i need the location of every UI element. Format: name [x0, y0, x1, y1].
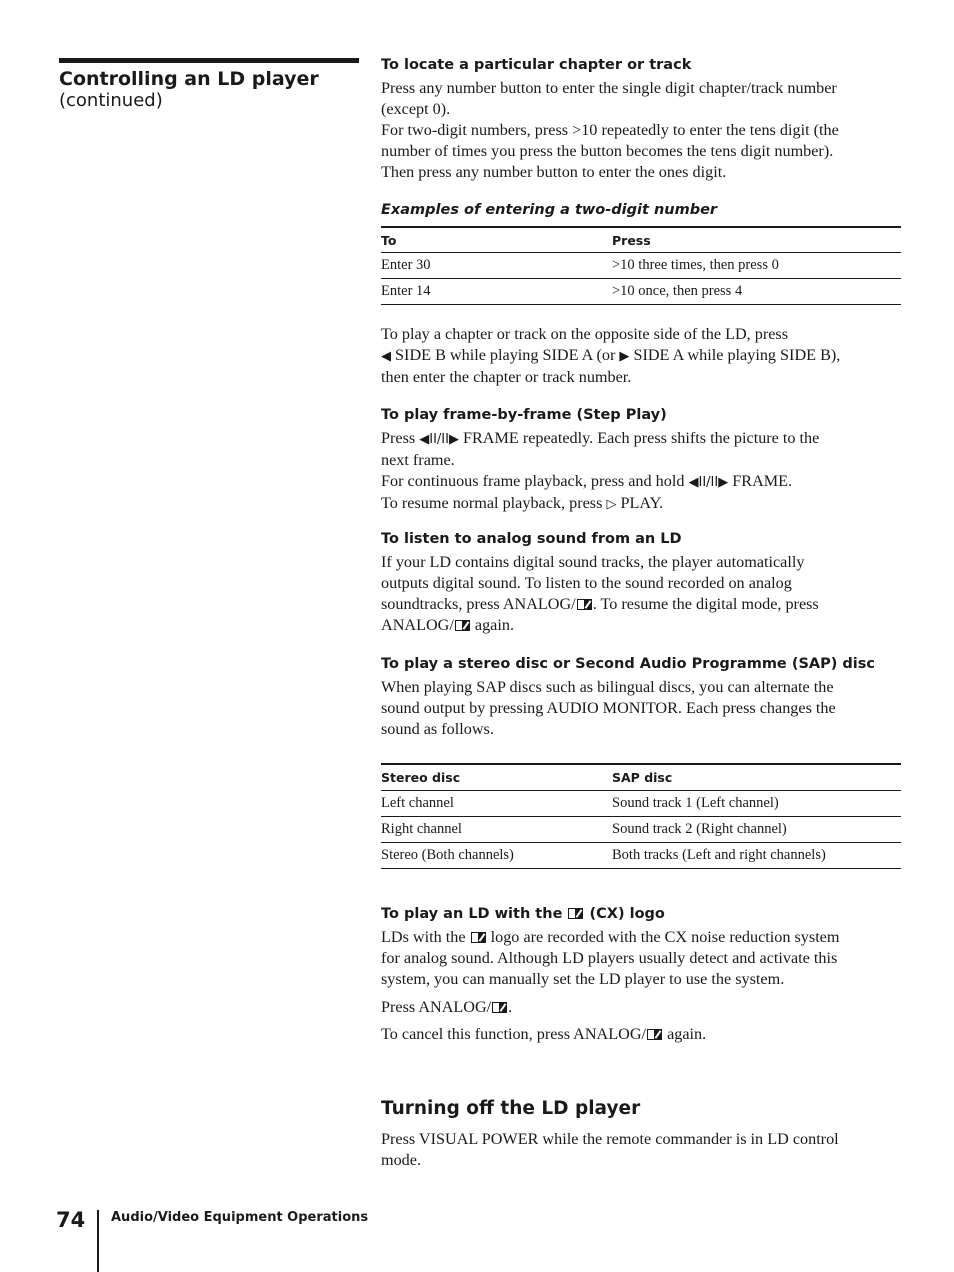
table-header-cell: Press	[612, 232, 651, 248]
cx-logo-icon	[577, 599, 592, 610]
turnoff-heading: Turning off the LD player	[381, 1098, 641, 1119]
step-text: For continuous frame playback, press and hold	[381, 472, 689, 490]
step-line: next frame.	[381, 451, 455, 469]
step-line	[381, 428, 902, 450]
step-text: Press	[381, 429, 420, 447]
two-digit-table	[381, 226, 901, 305]
cx-logo-icon	[568, 908, 583, 919]
sap-heading: To play a stereo disc or Second Audio Programme (SAP) disc	[381, 656, 875, 672]
analog-line: outputs digital sound. To listen to the sound recorded on analog	[381, 574, 792, 592]
cx-text: again.	[663, 1025, 707, 1043]
locate-line: Press any number button to enter the single digit chapter/track number	[381, 79, 837, 97]
analog-line	[381, 594, 902, 615]
side-line: To play a chapter or track on the opposite side of the LD, press	[381, 325, 789, 343]
turnoff-paragraph	[381, 1129, 902, 1171]
footer-divider	[97, 1210, 99, 1272]
table-cell: >10 once, then press 4	[612, 283, 743, 299]
table-header-cell: To	[381, 232, 397, 248]
section-subtitle: (continued)	[59, 90, 163, 111]
analog-line	[381, 615, 902, 636]
table-header-cell: SAP disc	[612, 770, 673, 785]
cx-text: Press ANALOG/	[381, 998, 492, 1016]
table-cell: Left channel	[381, 795, 454, 811]
cx-press-line	[381, 997, 902, 1018]
table-header-cell: Stereo disc	[381, 770, 461, 785]
step-text: To resume normal playback, press	[381, 494, 607, 512]
sap-line: When playing SAP discs such as bilingual discs, you can alternate the	[381, 678, 834, 696]
table-header-row	[381, 764, 901, 791]
cx-cancel-line	[381, 1024, 902, 1045]
analog-paragraph	[381, 552, 902, 636]
table-cell: Stereo (Both channels)	[381, 847, 514, 863]
table-cell: Right channel	[381, 821, 462, 837]
analog-text: ANALOG/	[381, 616, 454, 634]
step-line	[381, 471, 902, 493]
sap-table	[381, 763, 901, 869]
table-row	[381, 791, 901, 817]
cx-text: LDs with the	[381, 928, 470, 946]
table-cell: Sound track 1 (Left channel)	[612, 795, 779, 811]
cx-heading-text: (CX) logo	[584, 906, 665, 922]
section-title: Controlling an LD player	[59, 68, 319, 90]
table-cell: >10 three times, then press 0	[612, 257, 779, 273]
cx-line	[381, 927, 902, 948]
step-line	[381, 493, 902, 515]
table-cell: Both tracks (Left and right channels)	[612, 847, 826, 863]
sap-line: sound as follows.	[381, 720, 494, 738]
footer-label: Audio/Video Equipment Operations	[111, 1210, 369, 1225]
analog-line: If your LD contains digital sound tracks, the player automatically	[381, 553, 805, 571]
table-row	[381, 279, 901, 305]
table-cell: Enter 14	[381, 283, 431, 299]
side-line	[381, 345, 902, 367]
turnoff-line: mode.	[381, 1151, 422, 1169]
locate-line: For two-digit numbers, press >10 repeatedly to enter the tens digit (the	[381, 121, 839, 139]
cx-text: To cancel this function, press ANALOG/	[381, 1025, 647, 1043]
table-row	[381, 253, 901, 279]
step-text: PLAY.	[616, 494, 664, 512]
side-text: SIDE A while playing SIDE B),	[629, 346, 841, 364]
cx-logo-icon	[471, 932, 486, 943]
side-a-icon: ▶	[619, 349, 630, 364]
frame-step-icon: ◀II/II▶	[419, 432, 459, 447]
cx-line: system, you can manually set the LD player to use the system.	[381, 970, 785, 988]
cx-text: .	[508, 998, 513, 1016]
cx-paragraph	[381, 927, 902, 990]
examples-heading: Examples of entering a two-digit number	[381, 202, 718, 218]
cx-logo-icon	[455, 620, 470, 631]
table-cell: Enter 30	[381, 257, 431, 273]
locate-line: number of times you press the button becomes the tens digit number).	[381, 142, 834, 160]
frame-step-icon: ◀II/II▶	[688, 475, 729, 490]
cx-logo-icon	[492, 1002, 507, 1013]
cx-text: logo are recorded with the CX noise reduction system	[486, 928, 840, 946]
analog-text: again.	[470, 616, 514, 634]
table-row	[381, 843, 901, 869]
cx-heading	[381, 905, 902, 923]
analog-text: . To resume the digital mode, press	[592, 595, 819, 613]
table-header-row	[381, 227, 901, 253]
page-number: 74	[56, 1208, 86, 1232]
side-b-icon: ◀	[381, 349, 391, 364]
table-row	[381, 817, 901, 843]
cx-line: for analog sound. Although LD players usually detect and activate this	[381, 949, 838, 967]
locate-heading: To locate a particular chapter or track	[381, 57, 692, 73]
locate-line: (except 0).	[381, 100, 451, 118]
side-line: then enter the chapter or track number.	[381, 368, 632, 386]
step-text: FRAME.	[728, 472, 793, 490]
turnoff-line: Press VISUAL POWER while the remote commander is in LD control	[381, 1130, 839, 1148]
table-cell: Sound track 2 (Right channel)	[612, 821, 787, 837]
step-text: FRAME repeatedly. Each press shifts the picture to the	[458, 429, 820, 447]
section-top-rule	[59, 58, 359, 63]
cx-logo-icon	[647, 1029, 662, 1040]
play-icon: ▷	[606, 497, 617, 512]
analog-heading: To listen to analog sound from an LD	[381, 531, 682, 547]
locate-paragraph	[381, 78, 902, 183]
sap-line: sound output by pressing AUDIO MONITOR. Each press changes the	[381, 699, 836, 717]
side-text: SIDE B while playing SIDE A (or	[391, 346, 620, 364]
sap-paragraph	[381, 677, 902, 740]
side-paragraph	[381, 324, 902, 388]
step-paragraph	[381, 428, 902, 515]
step-heading: To play frame-by-frame (Step Play)	[381, 407, 667, 423]
locate-line: Then press any number button to enter the ones digit.	[381, 163, 727, 181]
cx-heading-text: To play an LD with the	[381, 906, 568, 922]
analog-text: soundtracks, press ANALOG/	[381, 595, 576, 613]
